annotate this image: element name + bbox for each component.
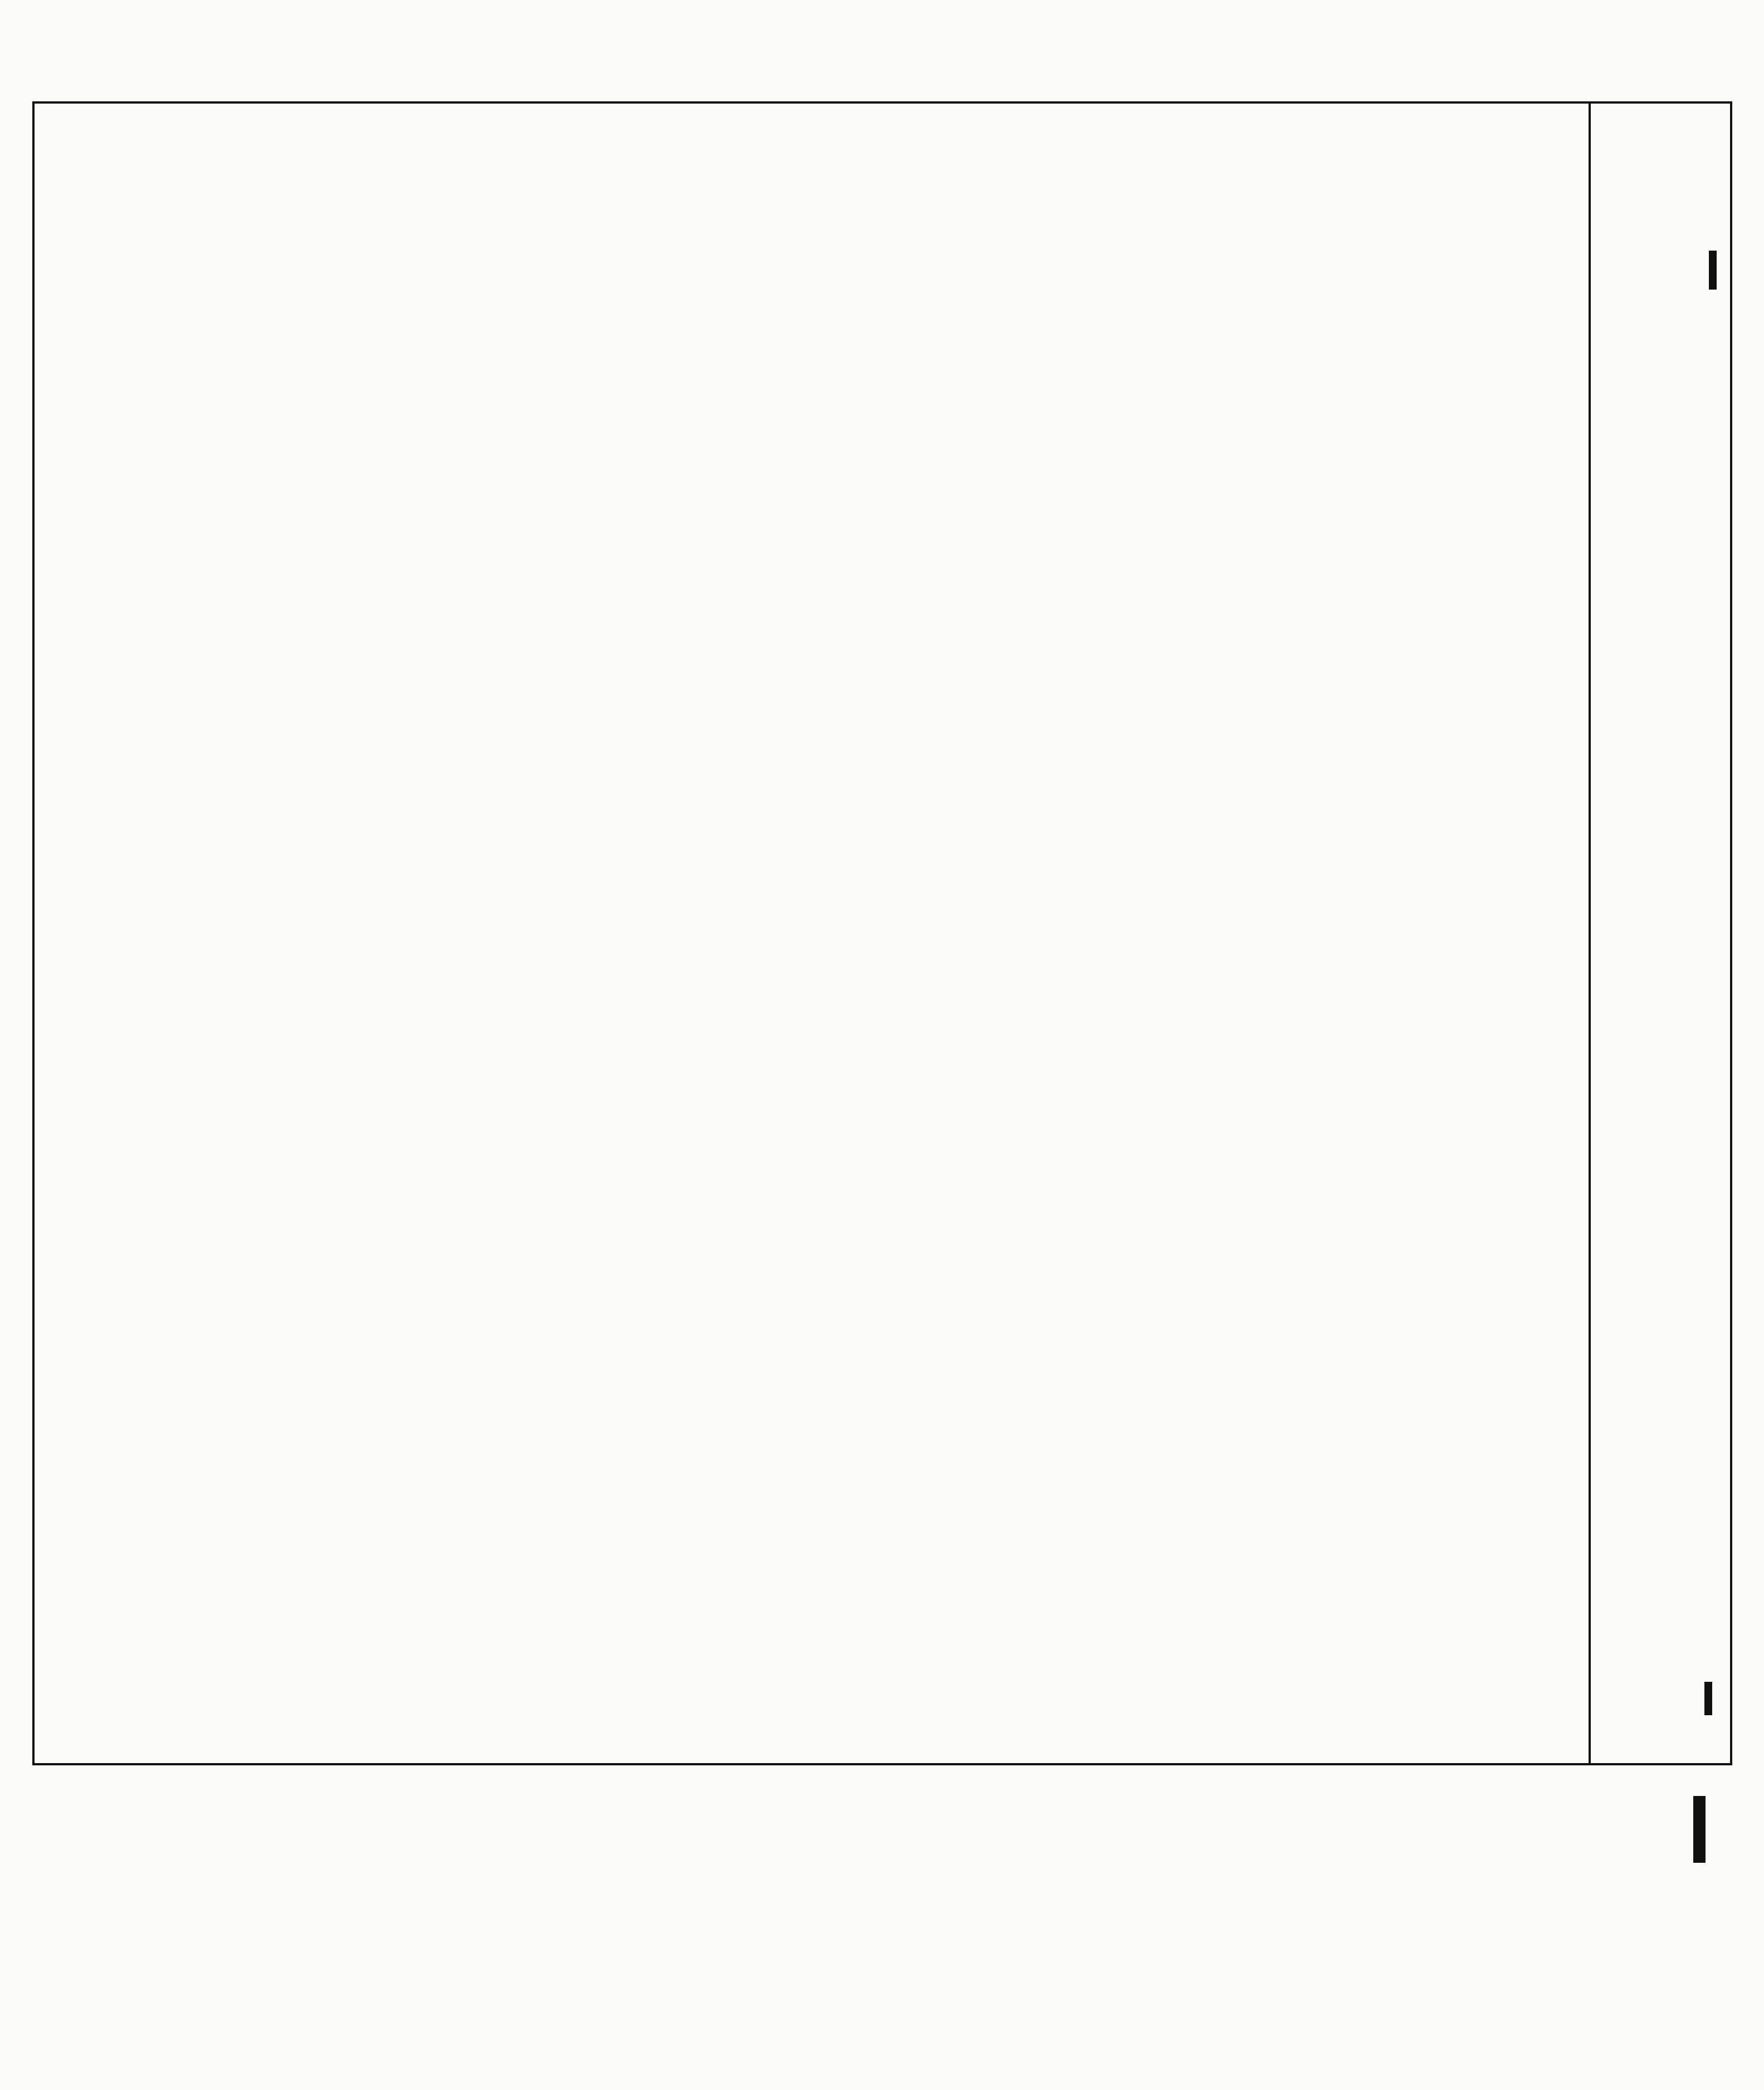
margin-tab-mark	[1693, 1796, 1706, 1863]
margin-tab-mark	[1709, 251, 1717, 290]
surname-key-table	[228, 1768, 1370, 1918]
margin-tab-mark	[1704, 1682, 1712, 1715]
